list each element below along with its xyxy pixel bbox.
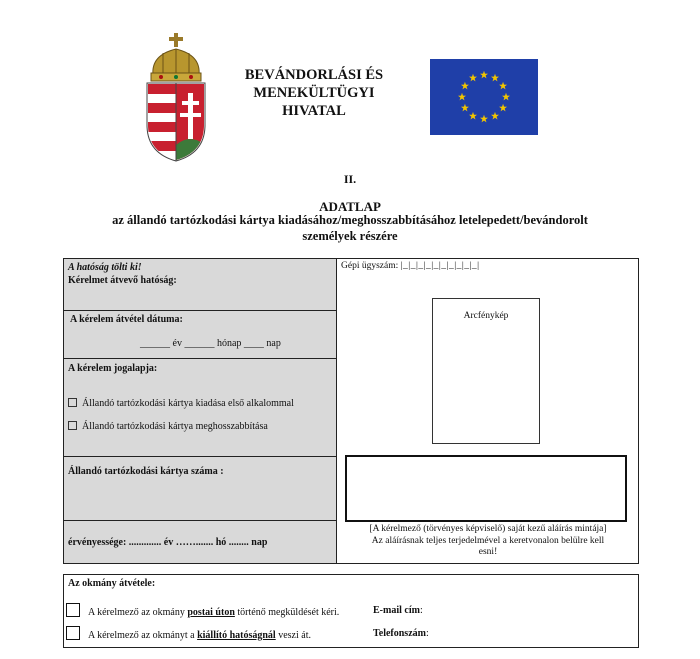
legal-basis-option-renewal[interactable] (68, 421, 268, 432)
column-divider (336, 258, 337, 564)
signature-box[interactable] (345, 455, 627, 522)
delivery-title: Az okmány átvétele: (68, 578, 156, 589)
file-number-boxes[interactable]: |_|_|_|_|_|_|_|_|_|_| (400, 261, 480, 271)
office-text-post: veszi át. (278, 630, 311, 641)
signature-caption-line: Az aláírásnak teljes terjedelmével a keretvonalon belülre kell (371, 535, 605, 546)
photo-label: Arcfénykép (463, 311, 509, 321)
agency-name-line: HIVATAL (282, 103, 346, 119)
eu-flag-icon (430, 59, 538, 135)
email-field[interactable] (373, 605, 423, 616)
signature-caption-line: [A kérelmező (törvényes képviselő) saját kezű aláírás mintája] (369, 524, 607, 534)
section-number: II. (343, 172, 357, 186)
legal-basis-label: A kérelem jogalapja: (68, 363, 158, 374)
phone-label: Telefonszám (373, 628, 426, 639)
agency-name (238, 66, 390, 120)
form-subtitle: az állandó tartózkodási kártya kiadásához/meghosszabbításához letelepedett/bevándorolt (112, 213, 588, 227)
divider (64, 520, 336, 521)
form-subtitle-line2: személyek részére (302, 229, 398, 243)
option-label: Állandó tartózkodási kártya meghosszabbítása (82, 421, 268, 432)
post-text-post: történő megküldését kéri. (237, 607, 340, 618)
phone-colon: : (425, 628, 429, 639)
agency-name-line: BEVÁNDORLÁSI ÉS (244, 67, 384, 83)
email-label: E-mail cím (373, 605, 420, 616)
file-number (341, 261, 480, 271)
receipt-date-field[interactable]: ______ év ______ hónap ____ nap (140, 338, 281, 349)
email-colon: : (419, 605, 423, 616)
agency-name-line: MENEKÜLTÜGYI (253, 85, 375, 101)
office-text-emphasis: kiállító hatóságnál (197, 630, 276, 641)
checkbox[interactable] (68, 421, 77, 430)
checkbox[interactable] (66, 603, 80, 617)
checkbox[interactable] (68, 398, 77, 407)
post-text-pre: A kérelmező az okmány (87, 607, 185, 618)
divider (64, 456, 336, 457)
phone-field[interactable] (373, 628, 429, 639)
file-number-label: Gépi ügyszám: (341, 261, 399, 271)
divider (64, 310, 336, 311)
delivery-option-office[interactable] (66, 626, 311, 641)
signature-caption-line: esni! (478, 547, 498, 557)
option-label: Állandó tartózkodási kártya kiadása első alkalommal (82, 398, 294, 409)
authority-note: A hatóság tölti ki! (68, 262, 142, 273)
post-text-emphasis: postai úton (187, 607, 235, 618)
delivery-option-post[interactable] (66, 603, 339, 618)
signature-caption (338, 524, 638, 559)
authority-panel (64, 259, 336, 563)
receiving-authority-label: Kérelmet átvevő hatóság: (68, 275, 177, 286)
card-number-label: Állandó tartózkodási kártya száma : (68, 466, 224, 477)
checkbox[interactable] (66, 626, 80, 640)
legal-basis-option-first-issue[interactable] (68, 398, 294, 409)
office-text-pre: A kérelmező az okmányt a (87, 630, 195, 641)
form-title: ADATLAP (319, 199, 381, 214)
hungarian-coat-of-arms-icon (143, 33, 209, 163)
receipt-date-label: A kérelem átvétel dátuma: (70, 314, 183, 325)
validity-field[interactable]: érvényessége: ............. év ……....... hó ........ nap (68, 537, 268, 548)
divider (64, 358, 336, 359)
